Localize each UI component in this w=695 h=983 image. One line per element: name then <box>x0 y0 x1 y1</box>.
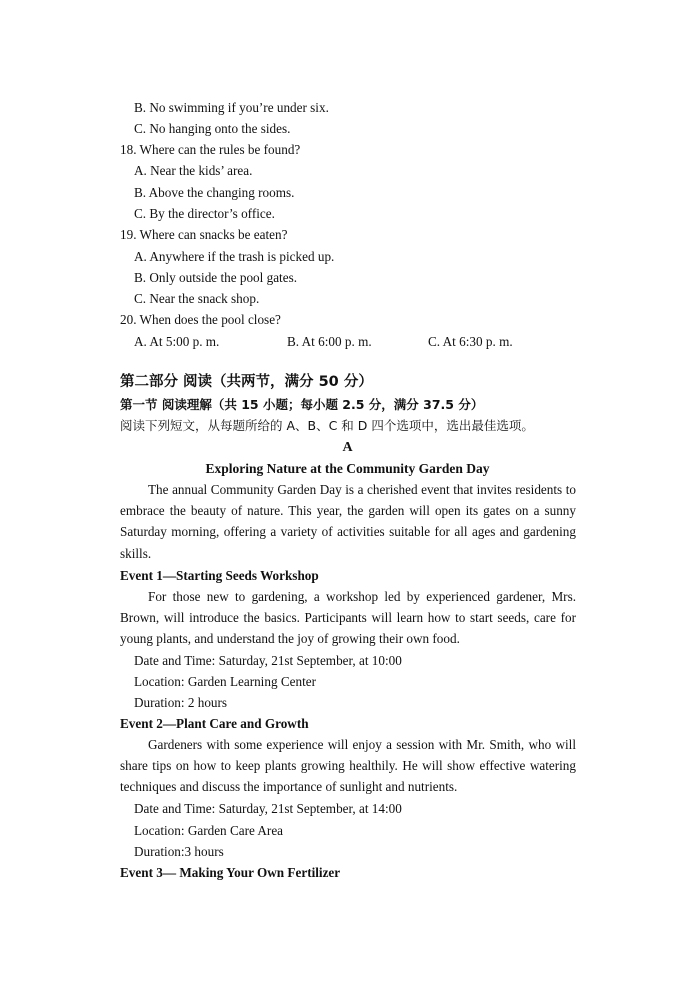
event-1-date-time: Date and Time: Saturday, 21st September, at 10:00 <box>134 653 402 668</box>
part-heading: 第二部分 阅读（共两节，满分 50 分） <box>120 374 373 390</box>
q19-option-c: C. Near the snack shop. <box>134 291 260 306</box>
event-2-body: Gardeners with some experience will enjoy a session with Mr. Smith, who will share tips on how to keep plants growing healthily. He will show effective watering techniques and discuss the importance of sunlight and nutrients. <box>120 737 576 795</box>
q20-option-c: C. At 6:30 p. m. <box>428 334 513 349</box>
event-1-heading: Event 1—Starting Seeds Workshop <box>120 568 319 583</box>
event-3-heading: Event 3— Making Your Own Fertilizer <box>120 865 341 880</box>
passage-title: Exploring Nature at the Community Garden Day <box>205 461 490 476</box>
q18-option-c: C. By the director’s office. <box>134 206 275 221</box>
q20-option-b: B. At 6:00 p. m. <box>287 334 372 349</box>
q17-option-c: C. No hanging onto the sides. <box>134 121 291 136</box>
event-1-location: Location: Garden Learning Center <box>134 674 316 689</box>
q20-stem: 20. When does the pool close? <box>120 312 281 327</box>
intro-paragraph: The annual Community Garden Day is a cherished event that invites residents to embrace the beauty of nature. This year, the garden will open its gates on a sunny Saturday morning, offering a variety of activities suitable for all ages and gardening skills. <box>120 482 576 561</box>
q17-option-b: B. No swimming if you’re under six. <box>134 100 329 115</box>
event-2-duration: Duration:3 hours <box>134 844 224 859</box>
event-2-location: Location: Garden Care Area <box>134 823 284 838</box>
event-1-duration: Duration: 2 hours <box>134 695 228 710</box>
event-2-heading: Event 2—Plant Care and Growth <box>120 716 309 731</box>
q18-stem: 18. Where can the rules be found? <box>120 142 301 157</box>
instructions: 阅读下列短文，从每题所给的 A、B、C 和 D 四个选项中，选出最佳选项。 <box>120 418 534 433</box>
q19-stem: 19. Where can snacks be eaten? <box>120 227 288 242</box>
q18-option-b: B. Above the changing rooms. <box>134 185 295 200</box>
q18-option-a: A. Near the kids’ area. <box>134 163 253 178</box>
section-heading: 第一节 阅读理解（共 15 小题；每小题 2.5 分，满分 37.5 分） <box>120 397 484 412</box>
event-1-body: For those new to gardening, a workshop led by experienced gardener, Mrs. Brown, will introduce the basics. Participants will learn how to start seeds, care for young plants, and understand the joy of growing their own food. <box>120 589 576 647</box>
q19-option-a: A. Anywhere if the trash is picked up. <box>134 249 335 264</box>
q20-option-a: A. At 5:00 p. m. <box>134 334 220 349</box>
q19-option-b: B. Only outside the pool gates. <box>134 270 297 285</box>
passage-letter: A <box>342 440 353 455</box>
event-2-date-time: Date and Time: Saturday, 21st September, at 14:00 <box>134 801 402 816</box>
